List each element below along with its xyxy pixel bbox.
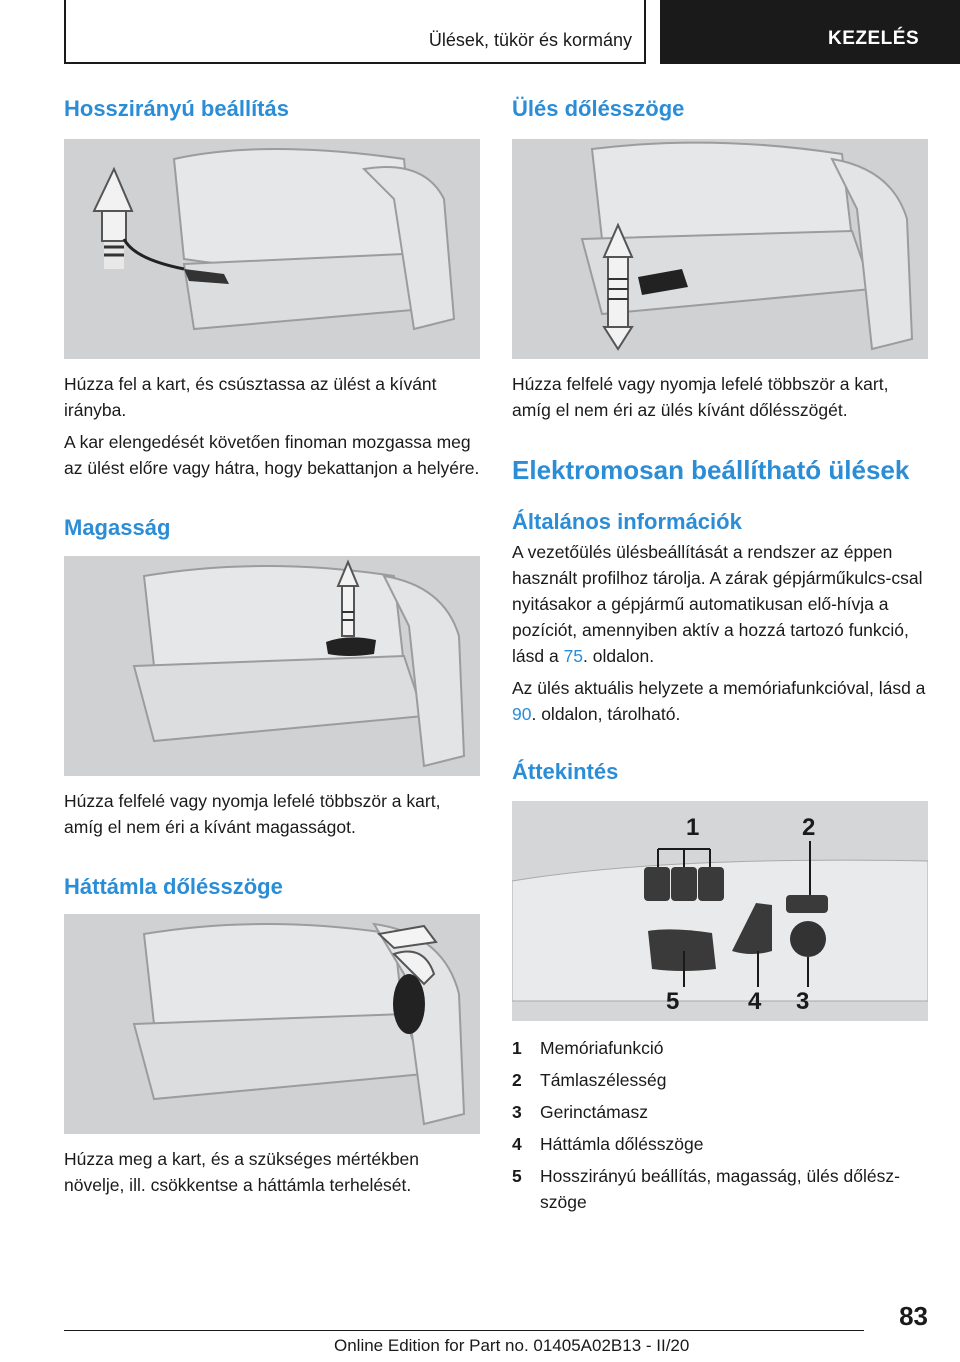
page-number: 83: [899, 1301, 928, 1331]
legend-text: Hosszirányú beállítás, magasság, ülés dőlész-szöge: [540, 1166, 900, 1213]
heading-general-info: Általános információk: [512, 508, 742, 534]
legend-item: [512, 1163, 928, 1215]
callout-1: 1: [686, 814, 700, 842]
seat-controls-image: [512, 801, 928, 1021]
legend-num: 2: [512, 1070, 522, 1091]
legend-num: 3: [512, 1102, 522, 1123]
header-title-box: [64, 0, 646, 64]
legend-num: 1: [512, 1038, 522, 1059]
para-general-info-2-tail: . oldalon, tárolható.: [531, 703, 681, 724]
legend-text: Memóriafunkció: [540, 1038, 664, 1059]
para-general-info-2-text: Az ülés aktuális helyzete a memóriafunkcióval, lásd a: [512, 677, 926, 698]
legend-text: Gerinctámasz: [540, 1102, 648, 1123]
para-height-1: Húzza felfelé vagy nyomja lefelé többször a kart, amíg el nem éri a kívánt magasságot.: [64, 790, 441, 837]
heading-electric-seats: Elektromosan beállítható ülések: [512, 455, 910, 486]
seat-height-image: [64, 556, 480, 776]
seat-backrest-image: [64, 914, 480, 1134]
header-section-tab: [660, 0, 960, 64]
para-backrest-1: Húzza meg a kart, és a szükséges mértékben növelje, ill. csökkentse a háttámla terhelését.: [64, 1149, 420, 1196]
footer-divider: [64, 1330, 864, 1331]
legend-text: Támlaszélesség: [540, 1070, 667, 1091]
legend-num: 5: [512, 1166, 522, 1187]
para-general-info-2: [512, 675, 928, 727]
legend-text: Háttámla dőlésszöge: [540, 1134, 704, 1155]
seat-tilt-image: [512, 139, 928, 359]
legend-item: [512, 1099, 928, 1125]
callout-2: 2: [802, 814, 816, 842]
heading-backrest: Háttámla dőlésszöge: [64, 873, 283, 899]
callout-3: 3: [796, 988, 810, 1016]
heading-seat-tilt: Ülés dőlésszöge: [512, 96, 685, 121]
para-longitudinal-2: A kar elengedését követően finoman mozgassa meg az ülést előre vagy hátra, hogy bekattanjon a helyére.: [64, 432, 480, 479]
legend-item: [512, 1035, 928, 1061]
page-link-75[interactable]: 75: [563, 645, 584, 666]
para-longitudinal-1: Húzza fel a kart, és csúsztassa az ülést a kívánt irányba.: [64, 374, 437, 421]
callout-5: 5: [666, 988, 680, 1016]
para-seat-tilt-1: Húzza felfelé vagy nyomja lefelé többször a kart, amíg el nem éri az ülés kívánt dőlésszögét.: [512, 374, 889, 421]
heading-longitudinal: Hosszirányú beállítás: [64, 96, 289, 121]
footer-edition: Online Edition for Part no. 01405A02B13 - II/20: [334, 1336, 690, 1355]
overview-legend: [512, 1035, 928, 1215]
para-general-info-1-tail: . oldalon.: [583, 645, 655, 666]
header-title: Ülések, tükör és kormány: [428, 30, 632, 50]
heading-height: Magasság: [64, 515, 171, 541]
seat-longitudinal-image: [64, 139, 480, 359]
para-general-info-1-text: A vezetőülés ülésbeállítását a rendszer az éppen használt profilhoz tárolja. A zárak gépjárműkulcs-csal nyitásakor a gépjármű automatikusan elő-hívja a pozíciót, amennyiben aktív a hozzá tartozó funkció, lásd a: [512, 541, 923, 666]
header-section-label: KEZELÉS: [828, 28, 920, 49]
left-column: [64, 96, 480, 1198]
heading-overview: Áttekintés: [512, 758, 619, 784]
page-link-90[interactable]: 90: [512, 703, 532, 724]
para-general-info-1: [512, 539, 928, 669]
legend-item: [512, 1067, 928, 1093]
legend-num: 4: [512, 1134, 522, 1155]
right-column: [512, 96, 928, 1221]
callout-4: 4: [748, 988, 762, 1016]
legend-item: [512, 1131, 928, 1157]
